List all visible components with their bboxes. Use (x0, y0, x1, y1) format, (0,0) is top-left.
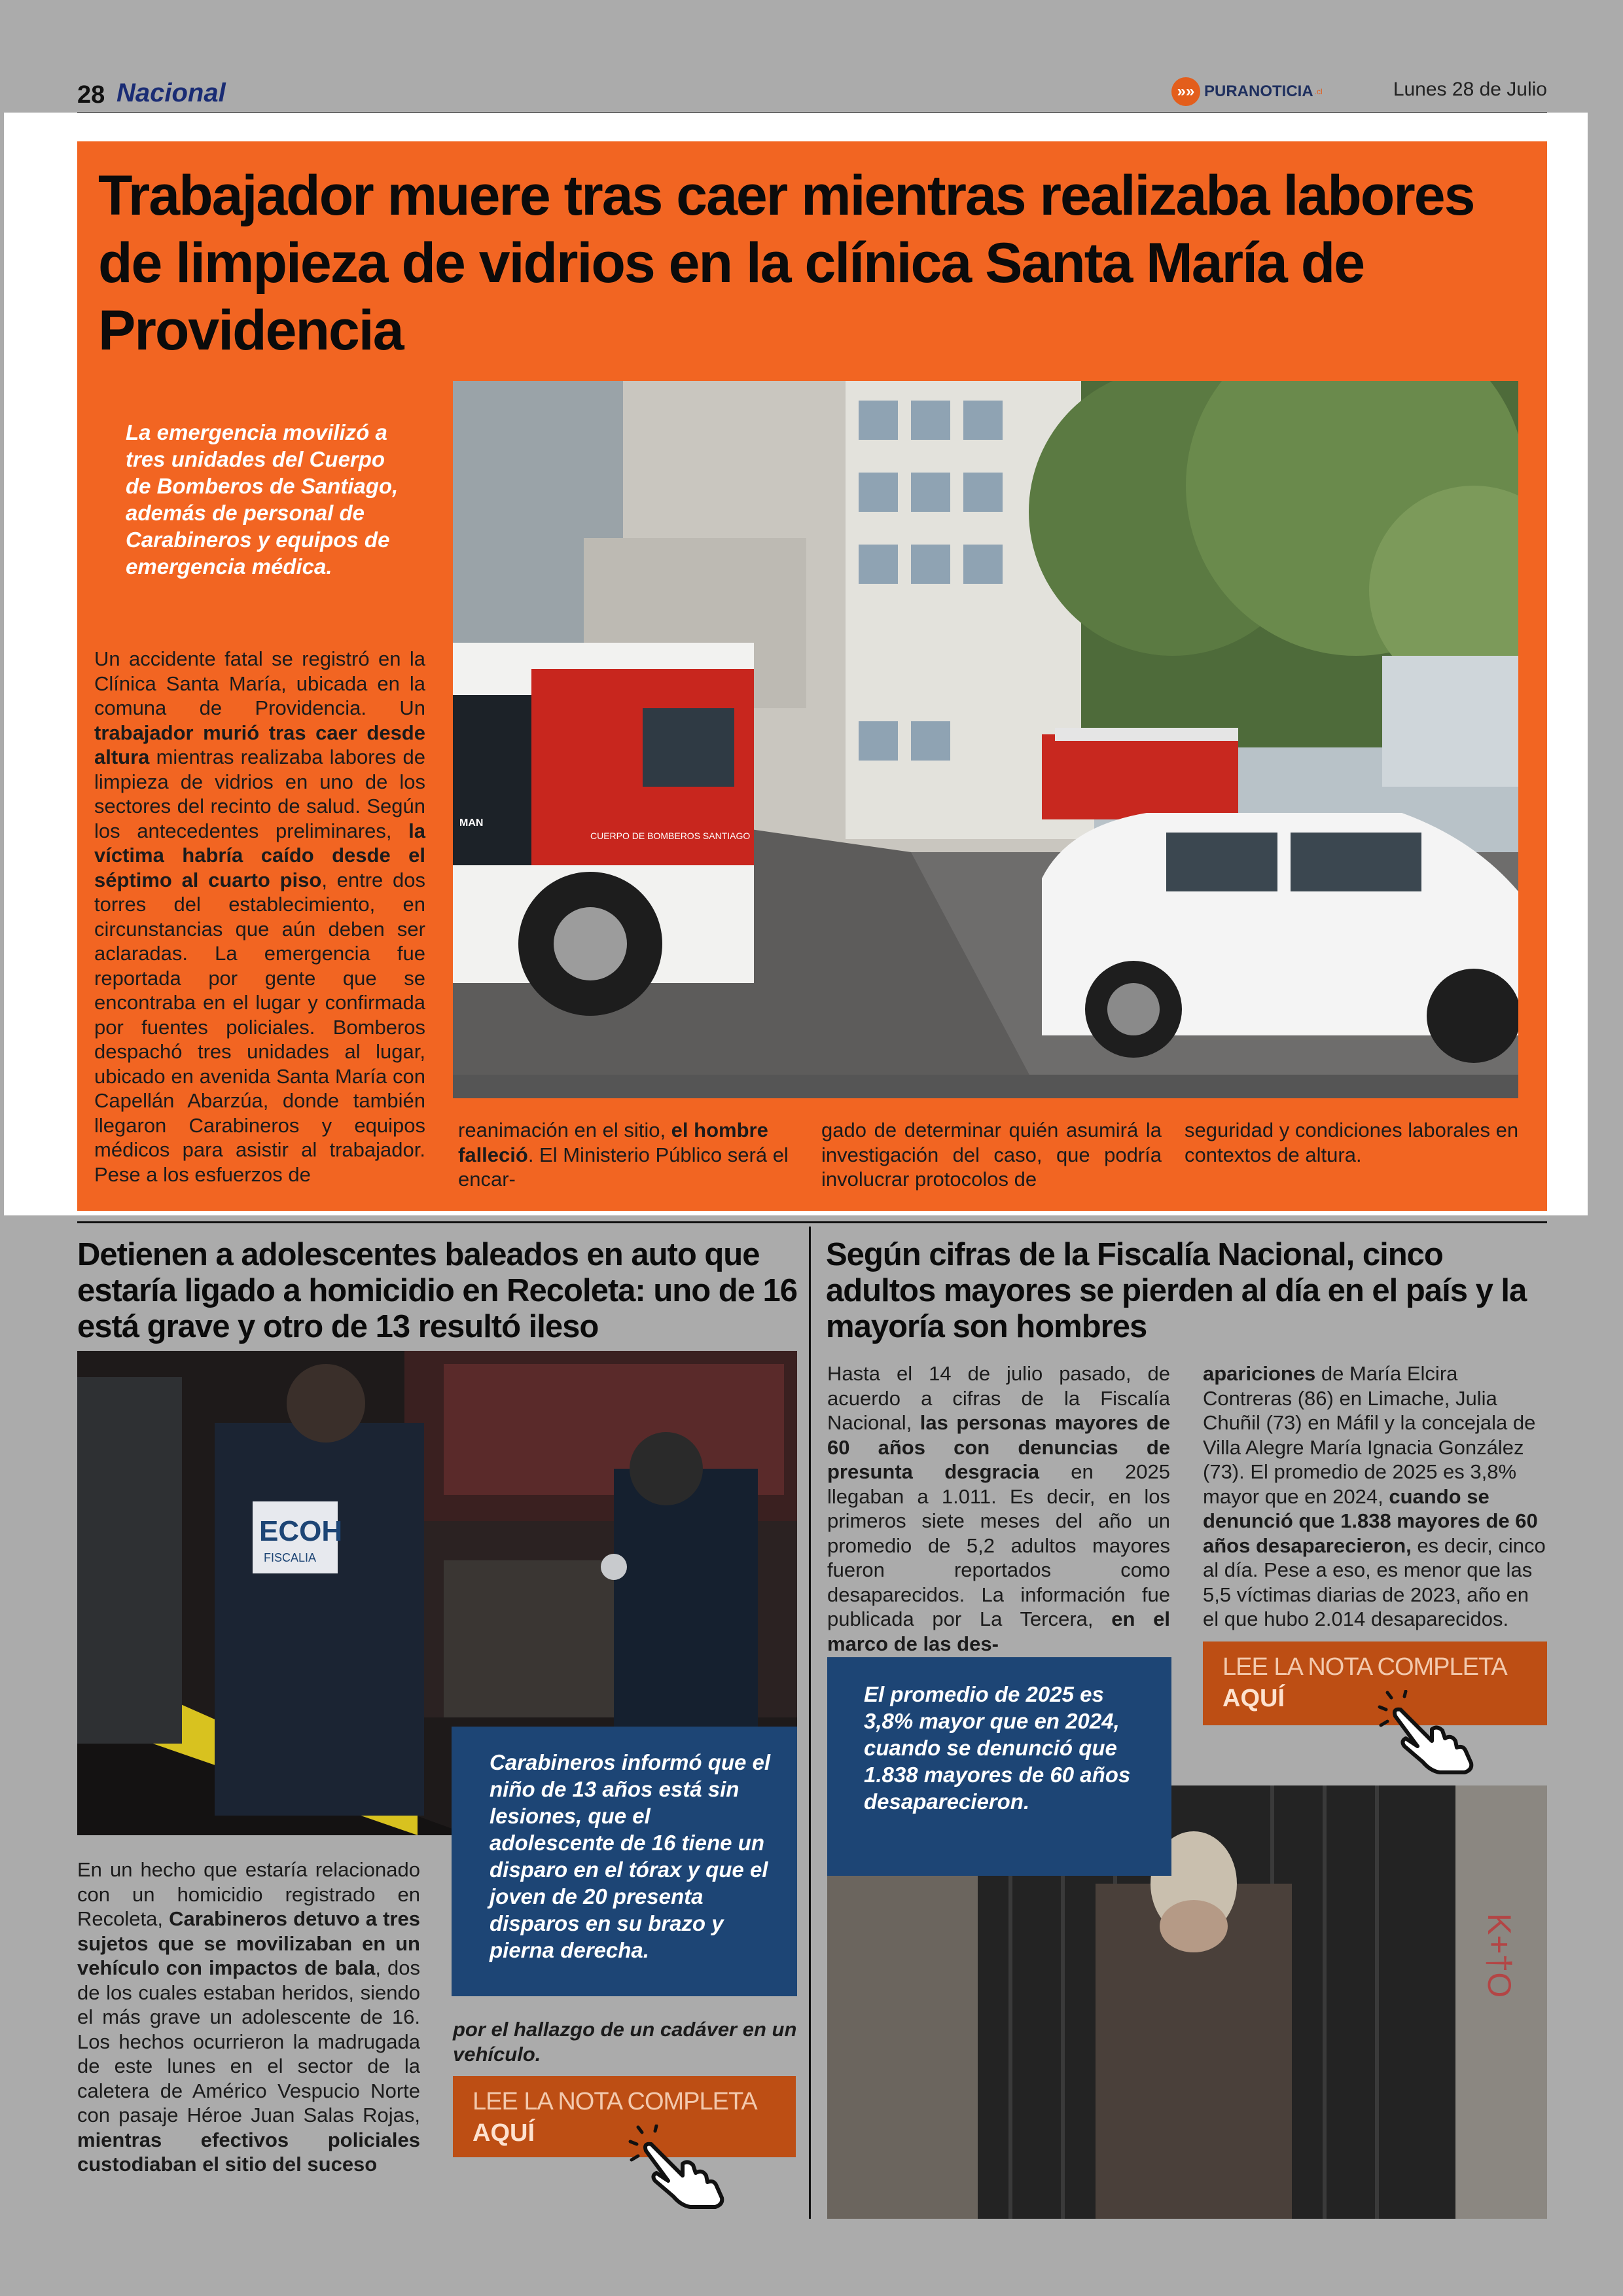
top-story-photo (453, 381, 1518, 1098)
logo-name: PURANOTICIA (1204, 82, 1313, 100)
text-run: , entre dos torres del establecimiento, en circunstancias que aún deben ser aclaradas. La emergencia fue reportada por gente que se encontraba en el lugar y confirmada por fuentes policiales. Bomberos despachó tres unidades al lugar, ubicado en avenida Santa María con Capellán Abarzúa, donde también llegaron Carabineros y equipos médicos para asistir al trabajador. Pese a los esfuerzos de (94, 868, 425, 1186)
pointing-hand-icon[interactable] (1374, 1690, 1486, 1775)
story-2-pull-quote: Carabineros informó que el niño de 13 años está sin lesiones, que el adolescente de 16 tiene un disparo en el tórax y que el joven de 20 presenta disparos en su brazo y pierna derecha. (490, 1750, 771, 1962)
text-run: En un hecho que estaría relacionado con un homicidio registrado en Recoleta, (77, 1858, 420, 1930)
text-run: Hasta el 14 de julio pasado, de acuerdo a cifras de la Fiscalía Nacional, (827, 1362, 1170, 1434)
truck-door-label: CUERPO DE BOMBEROS SANTIAGO (590, 831, 751, 841)
vest-sublabel: FISCALIA (264, 1551, 317, 1564)
section-title: Nacional (116, 79, 226, 107)
text-run: Un accidente fatal se registró en la Clínica Santa María, ubicada en la comuna de Providencia. Un (94, 647, 425, 719)
text-run: reanimación en el sitio, (458, 1119, 671, 1141)
column-divider (809, 1227, 811, 2219)
text-run: . El Ministerio Público será el encar- (458, 1143, 789, 1191)
page-number: 28 (77, 81, 105, 109)
pointing-hand-icon[interactable] (625, 2125, 736, 2210)
story-3-pull-quote: El promedio de 2025 es 3,8% mayor que en 2024, cuando se denunció que 1.838 mayores de 60 años desaparecieron. (864, 1682, 1131, 1814)
issue-date: Lunes 28 de Julio (1393, 79, 1547, 100)
bold-text-run: apariciones (1203, 1362, 1316, 1385)
story-3-body-column-2 (1203, 1361, 1548, 1632)
section-divider (77, 1221, 1547, 1223)
bold-text-run: la víctima habría caído desde el séptimo al cuarto piso (94, 819, 425, 891)
story-2-body-column-1 (77, 1857, 420, 2177)
top-story-body-column-3: gado de determinar quién asumirá la investigación del caso, que podría involucrar protocolos de (821, 1119, 1162, 1191)
wall-graffiti: K+†O (1481, 1913, 1518, 1998)
text-run: en 2025 llegaban a 1.011. Es decir, en los primeros siete meses del año un promedio de 5,2 adultos mayores fueron reportados como desaparecidos. La información fue publicada por La Tercera, (827, 1460, 1170, 1630)
text-run: de María Elcira Contreras (86) en Limache, Julia Chuñil (73) en Máfil y la concejala de Villa Alegre María Ignacia González (73). El promedio de 2025 es 3,8% mayor que en 2024, (1203, 1362, 1536, 1508)
story-2-body-column-2: por el hallazgo de un cadáver en un vehículo. (453, 2018, 797, 2066)
publication-logo[interactable] (1171, 77, 1323, 106)
bold-text-run: trabajador murió tras caer desde altura (94, 721, 425, 768)
bold-text-run: las personas mayores de 60 años con denuncias de presunta desgracia (827, 1411, 1170, 1483)
top-story-body-column-4: seguridad y condiciones laborales en contextos de altura. (1185, 1119, 1519, 1166)
story-3-headline: Según cifras de la Fiscalía Nacional, cinco adultos mayores se pierden al día en el país y la mayoría son hombres (826, 1237, 1527, 1344)
read-more-here: AQUÍ (1222, 1685, 1285, 1712)
text-run: es decir, cinco al día. Pese a eso, es menor que las 5,5 víctimas diarias de 2023, año en el que hubo 2.014 desaparecidos. (1203, 1534, 1546, 1630)
top-story-body-column-1 (94, 647, 425, 1187)
read-more-here: AQUÍ (473, 2119, 535, 2147)
read-more-label: LEE LA NOTA COMPLETA (1222, 1653, 1507, 1681)
bold-text-run: cuando se denunció que 1.838 mayores de 60 años desaparecieron, (1203, 1484, 1538, 1557)
logo-domain: .cl (1314, 87, 1323, 96)
bold-text-run: mientras efectivos policiales custodiaban el sitio del suceso (77, 2128, 420, 2176)
text-run: mientras realizaba labores de limpieza de vidrios en uno de los sectores del recinto de salud. Según los antecedentes preliminares, (94, 745, 425, 842)
truck-brand-label: MAN (459, 817, 484, 829)
bold-text-run: el hombre falleció (458, 1119, 768, 1166)
top-story-lede: La emergencia movilizó a tres unidades del Cuerpo de Bomberos de Santiago, además de personal de Carabineros y equipos de emergencia médica. (126, 420, 399, 579)
story-3-body-column-1 (827, 1361, 1170, 1656)
top-story-headline: Trabajador muere tras caer mientras realizaba labores de limpieza de vidrios en la clínica Santa María de Providencia (98, 164, 1474, 362)
bold-text-run: en el marco de las des- (827, 1607, 1170, 1655)
vest-label: ECOH (259, 1515, 343, 1547)
text-run: , dos de los cuales estaban heridos, siendo el más grave un adolescente de 16. Los hechos ocurrieron la madrugada de este lunes en el sector de la caletera de Américo Vespucio Norte con pasaje Héroe Juan Salas Rojas, (77, 1956, 420, 2126)
story-2-headline: Detienen a adolescentes baleados en auto que estaría ligado a homicidio en Recoleta: uno de 16 está grave y otro de 13 resultó ileso (77, 1237, 798, 1344)
read-more-label: LEE LA NOTA COMPLETA (473, 2088, 757, 2115)
puranoticia-logo-icon: »» (1171, 77, 1200, 106)
top-story-body-column-2 (458, 1118, 798, 1192)
bold-text-run: Carabineros detuvo a tres sujetos que se movilizaban en un vehículo con impactos de bala (77, 1907, 421, 1979)
story-2-read-more-button[interactable] (453, 2076, 796, 2157)
